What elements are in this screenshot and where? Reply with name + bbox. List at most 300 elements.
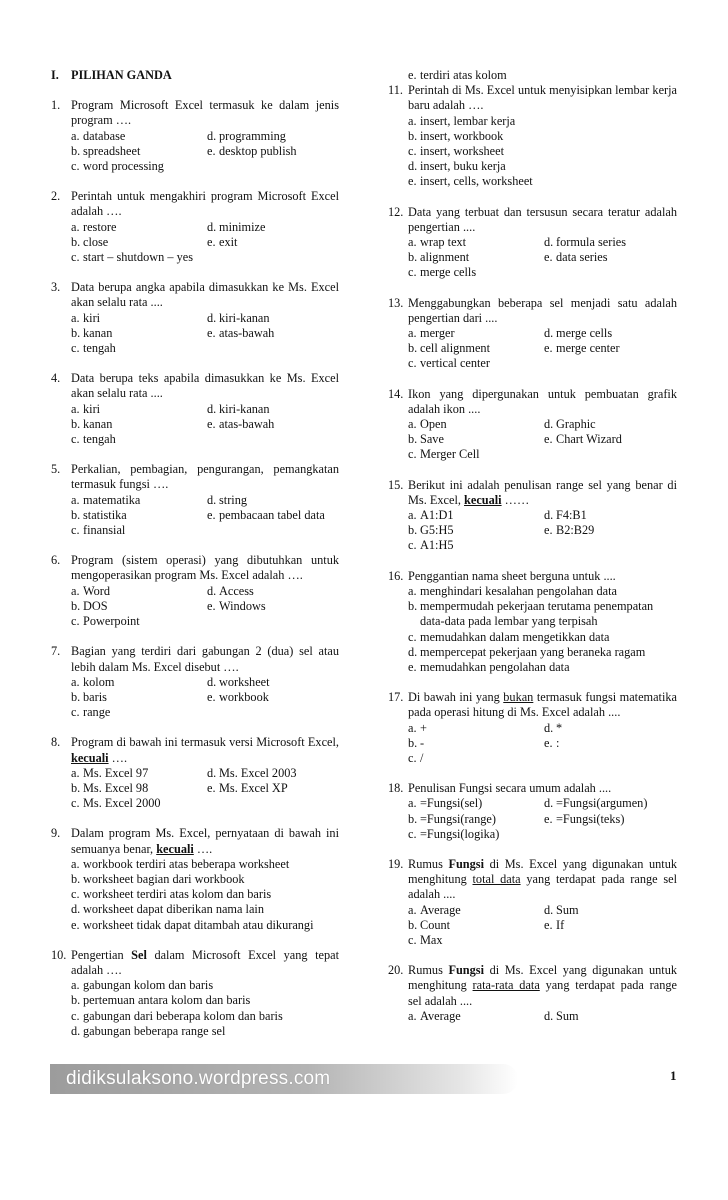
option-text: B2:B29: [556, 523, 595, 538]
answer-option[interactable]: [71, 523, 207, 538]
option-text: statistika: [83, 507, 127, 522]
option-letter: d.: [408, 159, 418, 174]
text-span: kecuali: [464, 492, 502, 507]
question-text: [71, 948, 339, 978]
text-span: Sel: [131, 947, 147, 962]
answer-options: [71, 978, 339, 1039]
answer-options: [408, 796, 677, 842]
text-span: Rumus: [408, 856, 443, 871]
option-row: [71, 493, 339, 508]
footer-site: didiksulaksono.wordpress.com: [66, 1068, 331, 1089]
option-row: [408, 447, 677, 462]
answer-option[interactable]: [408, 751, 544, 766]
option-letter: a.: [408, 417, 417, 432]
question-stem: [51, 826, 339, 856]
option-row: [408, 326, 677, 341]
answer-option[interactable]: [408, 508, 544, 523]
answer-option[interactable]: [207, 129, 286, 144]
answer-option[interactable]: [71, 766, 207, 781]
answer-option[interactable]: [544, 903, 579, 918]
option-row: [71, 508, 339, 523]
question-10-continued: [388, 68, 677, 83]
option-letter: b.: [408, 341, 418, 356]
option-letter: a.: [71, 856, 80, 871]
option-text: mempermudah pekerjaan terutama penempatan data-data pada lembar yang terpisah: [420, 599, 654, 629]
question-stem: [388, 690, 677, 720]
question-number: 11.: [388, 83, 403, 98]
question-stem: [51, 553, 339, 583]
text-span: total data: [472, 872, 521, 887]
question-number: 17.: [388, 690, 404, 705]
option-text: cell alignment: [420, 341, 490, 356]
option-row: [71, 796, 339, 811]
option-letter: d.: [207, 310, 217, 325]
option-row: [408, 265, 677, 280]
option-letter: e.: [544, 432, 553, 447]
text-span: yang terdapat pada range sel adalah ....: [408, 872, 678, 902]
answer-option[interactable]: [408, 144, 677, 159]
option-text: range: [83, 705, 111, 720]
answer-option[interactable]: [71, 993, 339, 1008]
option-text: Sum: [556, 902, 579, 917]
question-text: [408, 963, 677, 1009]
question-number: 9.: [51, 826, 61, 841]
option-text: Ms. Excel 98: [83, 780, 149, 795]
text-span: Program di bawah ini termasuk versi Microsoft Excel,: [71, 735, 339, 750]
question-text: Data berupa teks apabila dimasukkan ke Ms. Excel akan selalu rata ....: [71, 371, 339, 401]
answer-option[interactable]: [207, 584, 254, 599]
option-letter: a.: [408, 113, 417, 128]
option-row: [408, 508, 677, 523]
answer-option[interactable]: [544, 812, 624, 827]
option-row: [71, 311, 339, 326]
option-text: Word: [83, 583, 111, 598]
question-13: [388, 296, 677, 372]
answer-option[interactable]: [207, 402, 270, 417]
option-letter: b.: [408, 599, 418, 614]
option-letter: d.: [207, 583, 217, 598]
answer-option[interactable]: [207, 781, 288, 796]
answer-option[interactable]: [408, 599, 677, 629]
option-row: [408, 235, 677, 250]
text-span: rata-rata data: [472, 978, 540, 993]
option-text: Average: [420, 1008, 461, 1023]
option-letter: a.: [71, 401, 80, 416]
option-letter: b.: [71, 993, 81, 1008]
answer-option[interactable]: [71, 599, 207, 614]
answer-option[interactable]: [408, 417, 544, 432]
option-letter: d.: [544, 720, 554, 735]
question-stem: [51, 98, 339, 128]
option-text: Graphic: [556, 417, 596, 432]
question-17: [388, 690, 677, 766]
answer-option[interactable]: [207, 766, 297, 781]
option-letter: c.: [71, 1008, 80, 1023]
option-text: Access: [219, 583, 254, 598]
answer-options: [408, 114, 677, 190]
option-text: DOS: [83, 598, 108, 613]
answer-option[interactable]: [207, 235, 237, 250]
option-letter: c.: [71, 796, 80, 811]
answer-options: [408, 326, 677, 372]
answer-option[interactable]: [408, 326, 544, 341]
text-span: ….: [196, 841, 213, 856]
option-text: mempercepat pekerjaan yang beraneka ragam: [420, 644, 646, 659]
answer-option[interactable]: [71, 402, 207, 417]
option-text: Powerpoint: [83, 614, 140, 629]
option-text: Count: [420, 917, 451, 932]
answer-option[interactable]: [544, 736, 559, 751]
answer-option[interactable]: [408, 174, 677, 189]
answer-option[interactable]: [408, 933, 544, 948]
answer-option[interactable]: [71, 220, 207, 235]
option-text: kolom: [83, 674, 115, 689]
answer-option[interactable]: [207, 417, 274, 432]
answer-option[interactable]: [408, 523, 544, 538]
option-letter: e.: [408, 68, 417, 82]
answer-option[interactable]: [71, 902, 339, 917]
answer-options: [408, 721, 677, 767]
text-span: di Ms. Excel yang digunakan untuk menghitung: [408, 856, 678, 887]
option-letter: e.: [207, 780, 216, 795]
question-text: Perkalian, pembagian, pengurangan, pemangkatan termasuk fungsi ….: [71, 462, 339, 492]
answer-option[interactable]: [408, 68, 677, 83]
option-letter: a.: [408, 720, 417, 735]
answer-option[interactable]: [408, 1009, 544, 1024]
option-letter: c.: [71, 887, 80, 902]
question-6: [51, 553, 339, 629]
answer-option[interactable]: [544, 250, 608, 265]
option-text: start – shutdown – yes: [83, 250, 193, 265]
answer-options: [71, 493, 339, 539]
option-text: merger: [420, 326, 455, 341]
option-text: Ms. Excel 2000: [83, 796, 161, 811]
option-text: worksheet: [219, 674, 270, 689]
option-letter: e.: [544, 735, 553, 750]
text-span: termasuk fungsi matematika pada operasi hitung di Ms. Excel adalah ....: [408, 690, 677, 720]
option-letter: e.: [207, 416, 216, 431]
question-number: 6.: [51, 553, 61, 568]
option-letter: b.: [71, 325, 81, 340]
option-letter: c.: [408, 629, 417, 644]
answer-option[interactable]: [71, 250, 207, 265]
answer-option[interactable]: [71, 705, 207, 720]
option-text: insert, lembar kerja: [420, 113, 516, 128]
answer-option[interactable]: [408, 721, 544, 736]
answer-option[interactable]: [71, 614, 207, 629]
option-text: atas-bawah: [219, 416, 275, 431]
option-text: merge cells: [420, 265, 477, 280]
answer-option[interactable]: [544, 1009, 579, 1024]
answer-option[interactable]: [408, 356, 544, 371]
option-row: [408, 417, 677, 432]
answer-option[interactable]: [71, 235, 207, 250]
text-span: Fungsi: [448, 856, 484, 871]
option-row: [408, 341, 677, 356]
option-text: =Fungsi(teks): [556, 811, 625, 826]
option-letter: c.: [71, 705, 80, 720]
option-text: G5:H5: [420, 523, 454, 538]
option-letter: b.: [71, 871, 81, 886]
question-text: Bagian yang terdiri dari gabungan 2 (dua) sel atau lebih dalam Ms. Excel disebut ….: [71, 644, 339, 674]
answer-option[interactable]: [71, 857, 339, 872]
answer-option[interactable]: [71, 129, 207, 144]
answer-option[interactable]: [408, 796, 544, 811]
option-letter: a.: [408, 796, 417, 811]
question-stem: [51, 644, 339, 674]
option-text: kiri: [83, 401, 101, 416]
text-span: yang terdapat pada range sel adalah ....: [408, 978, 677, 1008]
question-number: 13.: [388, 295, 404, 310]
answer-option[interactable]: [408, 235, 544, 250]
option-row: [71, 523, 339, 538]
option-row: [408, 796, 677, 811]
option-row: [408, 918, 677, 933]
option-text: +: [420, 720, 427, 735]
answer-option[interactable]: [544, 796, 647, 811]
answer-option[interactable]: [71, 675, 207, 690]
option-row: [71, 432, 339, 447]
option-text: gabungan kolom dan baris: [83, 978, 214, 993]
option-letter: a.: [408, 235, 417, 250]
question-stem: [388, 963, 677, 1009]
question-text: Data yang terbuat dan tersusun secara teratur adalah pengertian ....: [408, 204, 677, 234]
answer-options: [71, 857, 339, 933]
answer-option[interactable]: [207, 493, 247, 508]
option-text: vertical center: [420, 356, 490, 371]
answer-option[interactable]: [71, 978, 339, 993]
answer-option[interactable]: [408, 584, 677, 599]
question-number: 16.: [388, 568, 404, 583]
question-text: [408, 478, 677, 508]
option-letter: a.: [71, 128, 80, 143]
answer-option[interactable]: [544, 235, 626, 250]
answer-option[interactable]: [408, 129, 677, 144]
answer-option[interactable]: [207, 508, 325, 523]
answer-option[interactable]: [71, 144, 207, 159]
option-row: [408, 736, 677, 751]
option-letter: d.: [71, 902, 81, 917]
option-letter: e.: [408, 174, 417, 189]
question-stem: [388, 569, 677, 584]
text-span: kecuali: [156, 841, 194, 856]
answer-options: [71, 675, 339, 721]
option-text: Ms. Excel XP: [219, 780, 288, 795]
option-row: [408, 812, 677, 827]
option-letter: b.: [408, 432, 418, 447]
answer-option[interactable]: [71, 326, 207, 341]
answer-option[interactable]: [408, 827, 544, 842]
answer-option[interactable]: [71, 508, 207, 523]
answer-option[interactable]: [207, 311, 270, 326]
option-text: wrap text: [420, 235, 467, 250]
option-text: *: [556, 720, 563, 735]
question-stem: [51, 189, 339, 219]
option-text: menghindari kesalahan pengolahan data: [420, 583, 618, 598]
option-letter: d.: [544, 902, 554, 917]
option-text: worksheet bagian dari workbook: [83, 871, 245, 886]
question-15: [388, 478, 677, 554]
answer-option[interactable]: [544, 432, 622, 447]
option-letter: b.: [71, 143, 81, 158]
answer-option[interactable]: [544, 918, 564, 933]
option-text: pembacaan tabel data: [219, 507, 325, 522]
option-text: formula series: [556, 235, 626, 250]
answer-option[interactable]: [207, 220, 265, 235]
option-row: [71, 599, 339, 614]
answer-option[interactable]: [71, 311, 207, 326]
answer-option[interactable]: [408, 250, 544, 265]
answer-options: [71, 311, 339, 357]
option-text: desktop publish: [219, 143, 297, 158]
question-number: 10.: [51, 947, 67, 962]
option-letter: a.: [71, 583, 80, 598]
option-letter: c.: [71, 523, 80, 538]
option-letter: d.: [544, 235, 554, 250]
question-9: [51, 826, 339, 932]
option-letter: d.: [544, 326, 554, 341]
answer-option[interactable]: [71, 432, 207, 447]
answer-option[interactable]: [408, 812, 544, 827]
question-number: 3.: [51, 280, 61, 295]
option-letter: a.: [408, 583, 417, 598]
answer-option[interactable]: [408, 645, 677, 660]
answer-option[interactable]: [71, 918, 339, 933]
option-row: [408, 356, 677, 371]
option-row: [71, 220, 339, 235]
question-text: Ikon yang dipergunakan untuk pembuatan grafik adalah ikon ....: [408, 386, 677, 416]
answer-option[interactable]: [71, 1024, 339, 1039]
option-row: [71, 144, 339, 159]
answer-option[interactable]: [71, 493, 207, 508]
answer-option[interactable]: [71, 341, 207, 356]
answer-option[interactable]: [71, 887, 339, 902]
option-row: [408, 827, 677, 842]
option-text: Merger Cell: [420, 447, 480, 462]
left-column: [51, 68, 339, 1054]
option-text: tengah: [83, 341, 116, 356]
answer-option[interactable]: [71, 584, 207, 599]
option-row: [408, 721, 677, 736]
option-text: gabungan dari beberapa kolom dan baris: [83, 1008, 283, 1023]
option-letter: b.: [408, 735, 418, 750]
option-text: kiri-kanan: [219, 310, 270, 325]
answer-option[interactable]: [207, 675, 270, 690]
option-text: gabungan beberapa range sel: [83, 1023, 226, 1038]
answer-option[interactable]: [71, 781, 207, 796]
option-text: database: [83, 128, 126, 143]
option-letter: c.: [408, 932, 417, 947]
question-stem: [388, 857, 677, 903]
answer-option[interactable]: [207, 326, 274, 341]
option-text: kanan: [83, 416, 113, 431]
answer-option[interactable]: [71, 417, 207, 432]
option-letter: c.: [408, 826, 417, 841]
option-text: If: [556, 917, 565, 932]
answer-option[interactable]: [207, 599, 266, 614]
question-16: [388, 569, 677, 675]
option-row: [71, 159, 339, 174]
question-11: [388, 83, 677, 189]
answer-option[interactable]: [544, 341, 620, 356]
answer-options: [71, 220, 339, 266]
text-span: Di bawah ini yang: [408, 690, 500, 705]
option-letter: c.: [408, 447, 417, 462]
option-letter: a.: [71, 310, 80, 325]
option-text: -: [420, 735, 425, 750]
answer-option[interactable]: [544, 721, 562, 736]
answer-option[interactable]: [207, 690, 269, 705]
option-text: memudahkan dalam mengetikkan data: [420, 629, 610, 644]
option-letter: b.: [408, 917, 418, 932]
question-number: 7.: [51, 644, 61, 659]
answer-option[interactable]: [71, 1009, 339, 1024]
option-letter: d.: [207, 674, 217, 689]
answer-option[interactable]: [71, 796, 207, 811]
answer-option[interactable]: [544, 523, 594, 538]
answer-option[interactable]: [71, 872, 339, 887]
answer-option[interactable]: [544, 326, 612, 341]
answer-option[interactable]: [408, 114, 677, 129]
text-span: Rumus: [408, 963, 443, 978]
option-letter: a.: [71, 978, 80, 993]
question-7: [51, 644, 339, 720]
option-text: minimize: [219, 219, 266, 234]
answer-option[interactable]: [408, 265, 544, 280]
footer-banner: [50, 1064, 518, 1094]
question-text: [71, 735, 339, 765]
answer-option[interactable]: [408, 432, 544, 447]
answer-option[interactable]: [71, 690, 207, 705]
answer-option[interactable]: [544, 508, 587, 523]
question-text: Perintah di Ms. Excel untuk menyisipkan lembar kerja baru adalah ….: [408, 83, 677, 113]
option-letter: c.: [71, 432, 80, 447]
answer-option[interactable]: [408, 918, 544, 933]
text-span: ….: [111, 750, 128, 765]
answer-option[interactable]: [71, 159, 207, 174]
option-letter: b.: [71, 234, 81, 249]
option-row: [408, 250, 677, 265]
option-text: finansial: [83, 523, 126, 538]
question-stem: [51, 371, 339, 401]
answer-options: [408, 235, 677, 281]
text-span: Berikut ini adalah penulisan range sel yang benar di Ms. Excel,: [408, 477, 677, 507]
page-number: 1: [670, 1068, 677, 1083]
question-number: 1.: [51, 98, 61, 113]
answer-options: [71, 584, 339, 630]
answer-option[interactable]: [544, 417, 596, 432]
answer-option[interactable]: [408, 630, 677, 645]
question-number: 14.: [388, 386, 404, 401]
option-row: [408, 933, 677, 948]
answer-option[interactable]: [408, 903, 544, 918]
question-text: Program (sistem operasi) yang dibutuhkan untuk mengoperasikan program Ms. Excel adalah ….: [71, 553, 339, 583]
answer-option[interactable]: [408, 341, 544, 356]
option-letter: a.: [71, 492, 80, 507]
answer-option[interactable]: [207, 144, 297, 159]
option-text: workbook terdiri atas beberapa worksheet: [83, 856, 290, 871]
answer-option[interactable]: [408, 736, 544, 751]
answer-option[interactable]: [408, 159, 677, 174]
answer-option[interactable]: [408, 538, 544, 553]
option-text: worksheet tidak dapat ditambah atau dikurangi: [83, 917, 314, 932]
option-letter: e.: [71, 917, 80, 932]
answer-option[interactable]: [408, 447, 544, 462]
question-8: [51, 735, 339, 811]
option-row: [71, 341, 339, 356]
question-19: [388, 857, 677, 948]
answer-option[interactable]: [408, 660, 677, 675]
